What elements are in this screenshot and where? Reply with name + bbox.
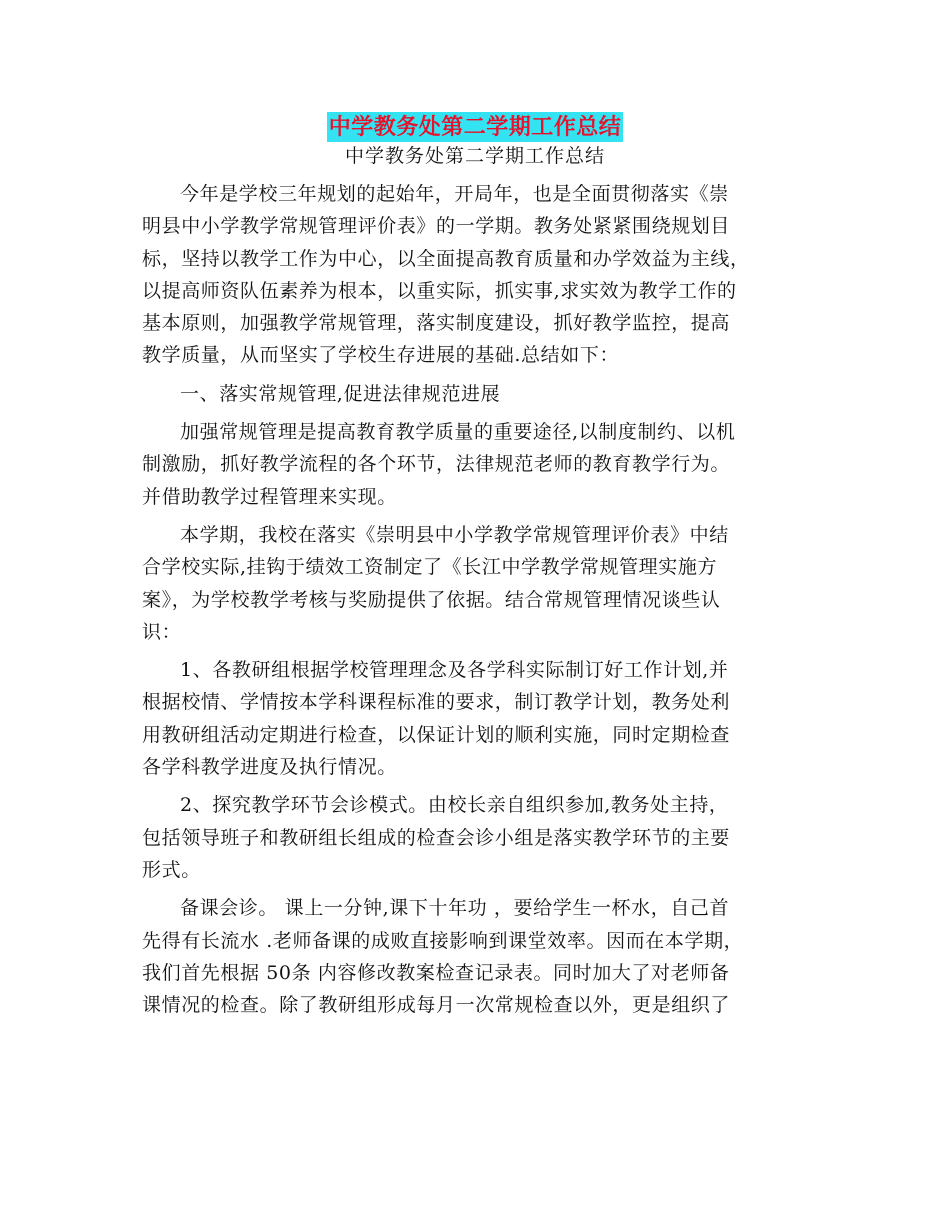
paragraph-intro — [142, 178, 810, 372]
text-line: 本学期，我校在落实《崇明县中小学教学常规管理评价表》中结 — [180, 523, 729, 546]
text-line: 先得有长流水 .老师备课的成败直接影响到课堂效率。因而在本学期， — [142, 929, 744, 952]
text-line: 今年是学校三年规划的起始年，开局年，也是全面贯彻落实《崇 — [180, 183, 729, 205]
document-subtitle: 中学教务处第二学期工作总结 — [344, 145, 605, 167]
text-line: 用教研组活动定期进行检查，以保证计划的顺利实施，同时定期检查 — [142, 723, 731, 746]
text-line: 合学校实际,挂钩于绩效工资制定了《长江中学教学常规管理实施方 — [142, 556, 718, 579]
text-line: 课情况的检查。除了教研组形成每月一次常规检查以外，更是组织了 — [142, 994, 731, 1017]
title-wrap — [0, 112, 950, 142]
text-line: 标，坚持以教学工作为中心，以全面提高教育质量和办学效益为主线， — [142, 247, 750, 270]
text-line: 教学质量，从而坚实了学校生存进展的基础.总结如下： — [142, 344, 620, 367]
text-line: 1、各教研组根据学校管理理念及各学科实际制订好工作计划,并 — [180, 659, 729, 682]
text-line: 2、探究教学环节会诊模式。由校长亲自组织参加,教务处主持， — [180, 794, 729, 817]
text-line: 加强常规管理是提高教育教学质量的重要途径,以制度制约、以机 — [180, 421, 736, 444]
paragraph-lesson-prep — [142, 892, 810, 1021]
text-line: 并借助教学过程管理来实现。 — [142, 485, 397, 508]
text-line: 各学科教学进度及执行情况。 — [142, 756, 397, 779]
text-line: 我们首先根据 50条 内容修改教案检查记录表。同时加大了对老师备 — [142, 961, 730, 984]
paragraph-item-1 — [142, 654, 810, 783]
document-body — [142, 178, 810, 1027]
text-line: 识： — [142, 620, 182, 643]
text-line: 包括领导班子和教研组长组成的检查会诊小组是落实教学环节的主要 — [142, 826, 731, 849]
text-line: 以提高师资队伍素养为根本，以重实际，抓实事,求实效为教学工作的 — [142, 279, 737, 302]
document-title: 中学教务处第二学期工作总结 — [328, 114, 622, 140]
text-line: 明县中小学教学常规管理评价表》的一学期。教务处紧紧围绕规划目 — [142, 215, 731, 238]
paragraph-this-semester — [142, 519, 810, 648]
text-line: 基本原则，加强教学常规管理，落实制度建设，抓好教学监控，提高 — [142, 312, 731, 335]
text-line: 一、落实常规管理,促进法律规范进展 — [180, 382, 501, 405]
text-line: 备课会诊。 课上一分钟,课下十年功 ，要给学生一杯水，自己首 — [180, 897, 730, 920]
text-line: 制激励，抓好教学流程的各个环节，法律规范老师的教育教学行为。 — [142, 453, 731, 476]
text-line: 形式。 — [142, 858, 201, 881]
section-heading-1 — [142, 378, 810, 410]
text-line: 案》，为学校教学考核与奖励提供了依据。结合常规管理情况谈些认 — [142, 588, 721, 611]
paragraph-item-2 — [142, 789, 810, 886]
paragraph-regular-management — [142, 416, 810, 513]
text-line: 根据校情、学情按本学科课程标准的要求，制订教学计划，教务处利 — [142, 691, 731, 714]
